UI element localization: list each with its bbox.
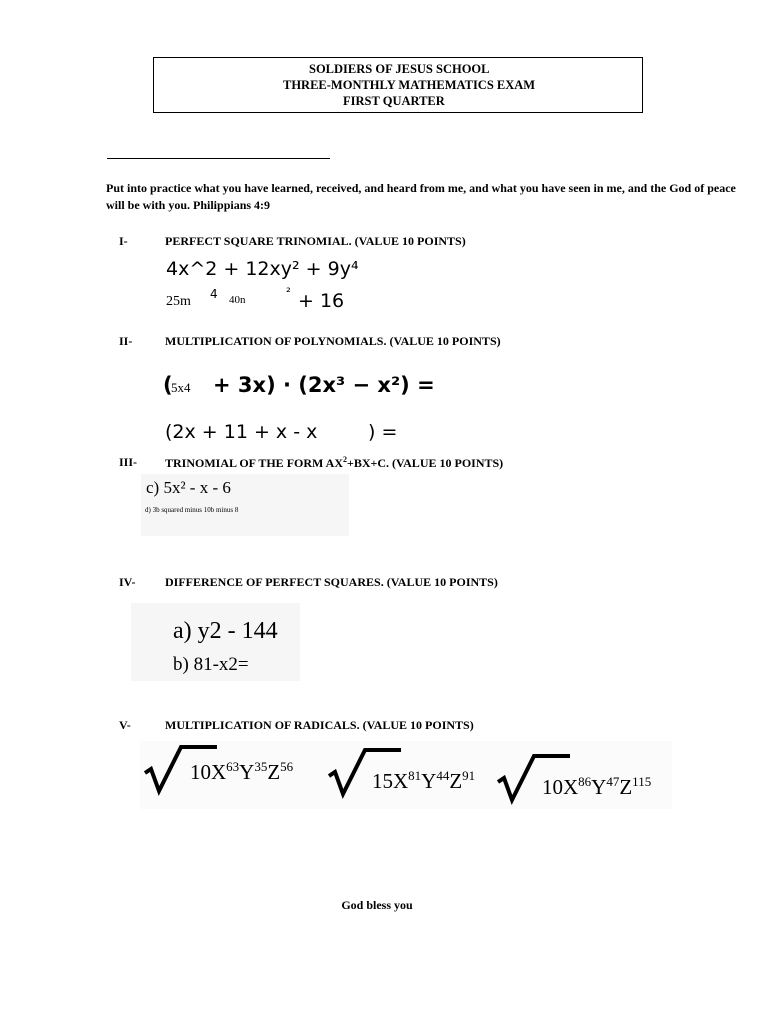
poly-item-b-end: ) =	[368, 421, 398, 443]
section-2-title: MULTIPLICATION OF POLYNOMIALS. (VALUE 10 POINTS)	[165, 334, 501, 348]
trinomial-item-b-sq: ²	[286, 285, 291, 299]
section-5-title: MULTIPLICATION OF RADICALS. (VALUE 10 POINTS)	[165, 718, 474, 732]
section-4-title: DIFFERENCE OF PERFECT SQUARES. (VALUE 10 POINTS)	[165, 575, 498, 589]
squares-item-b: b) 81-x2=	[173, 654, 249, 675]
section-1-number: I-	[119, 234, 128, 248]
trinomial-form-item-c: c) 5x² - x - 6	[146, 478, 231, 497]
trinomial-item-b-coef: 25m	[166, 294, 191, 309]
closing-blessing: God bless you	[341, 898, 413, 912]
trinomial-item-b-exp: 4	[210, 287, 218, 301]
radical-2	[327, 748, 507, 800]
section-5-number: V-	[119, 718, 131, 732]
student-name-line	[107, 158, 330, 159]
bible-quote: Put into practice what you have learned, received, and heard from me, and what you have seen in me, and the God of peace will be with you. Philippians 4:9	[106, 181, 736, 212]
section-4-number: IV-	[119, 575, 136, 589]
exam-header-box	[153, 57, 643, 113]
radical-3	[496, 754, 676, 806]
trinomial-item-b-term: 40n	[229, 294, 246, 306]
radical-1	[143, 745, 323, 797]
trinomial-item-a: 4x^2 + 12xy² + 9y⁴	[166, 258, 359, 280]
squares-item-a: a) y2 - 144	[173, 618, 278, 644]
radical-2-expression: $15X^{81}Y^{44}Z^{91}$	[372, 768, 476, 793]
poly-open-paren: (	[163, 373, 173, 397]
radical-3-expression: $10X^{86}Y^{47}Z^{115}$	[542, 774, 652, 799]
poly-item-b: (2x + 11 + x - x	[165, 421, 318, 443]
section-1-title: PERFECT SQUARE TRINOMIAL. (VALUE 10 POINTS)	[165, 234, 466, 248]
quarter-label: FIRST QUARTER	[343, 94, 445, 108]
section-3-number: III-	[119, 455, 138, 469]
trinomial-item-b-const: + 16	[298, 290, 345, 312]
poly-item-a: + 3x) · (2x³ − x²) =	[213, 373, 435, 397]
section-2-number: II-	[119, 334, 133, 348]
poly-term: 5x4	[171, 380, 191, 395]
exam-title: THREE-MONTHLY MATHEMATICS EXAM	[283, 78, 536, 92]
section-3-title: TRINOMIAL OF THE FORM $AX^2+BX+C$. (VALUE 10 POINTS)	[165, 455, 504, 470]
trinomial-form-item-d: d) 3b squared minus 10b minus 8	[145, 506, 239, 514]
school-name: SOLDIERS OF JESUS SCHOOL	[309, 62, 490, 76]
radical-1-expression: $10X^{63}Y^{35}Z^{56}$	[190, 759, 294, 784]
